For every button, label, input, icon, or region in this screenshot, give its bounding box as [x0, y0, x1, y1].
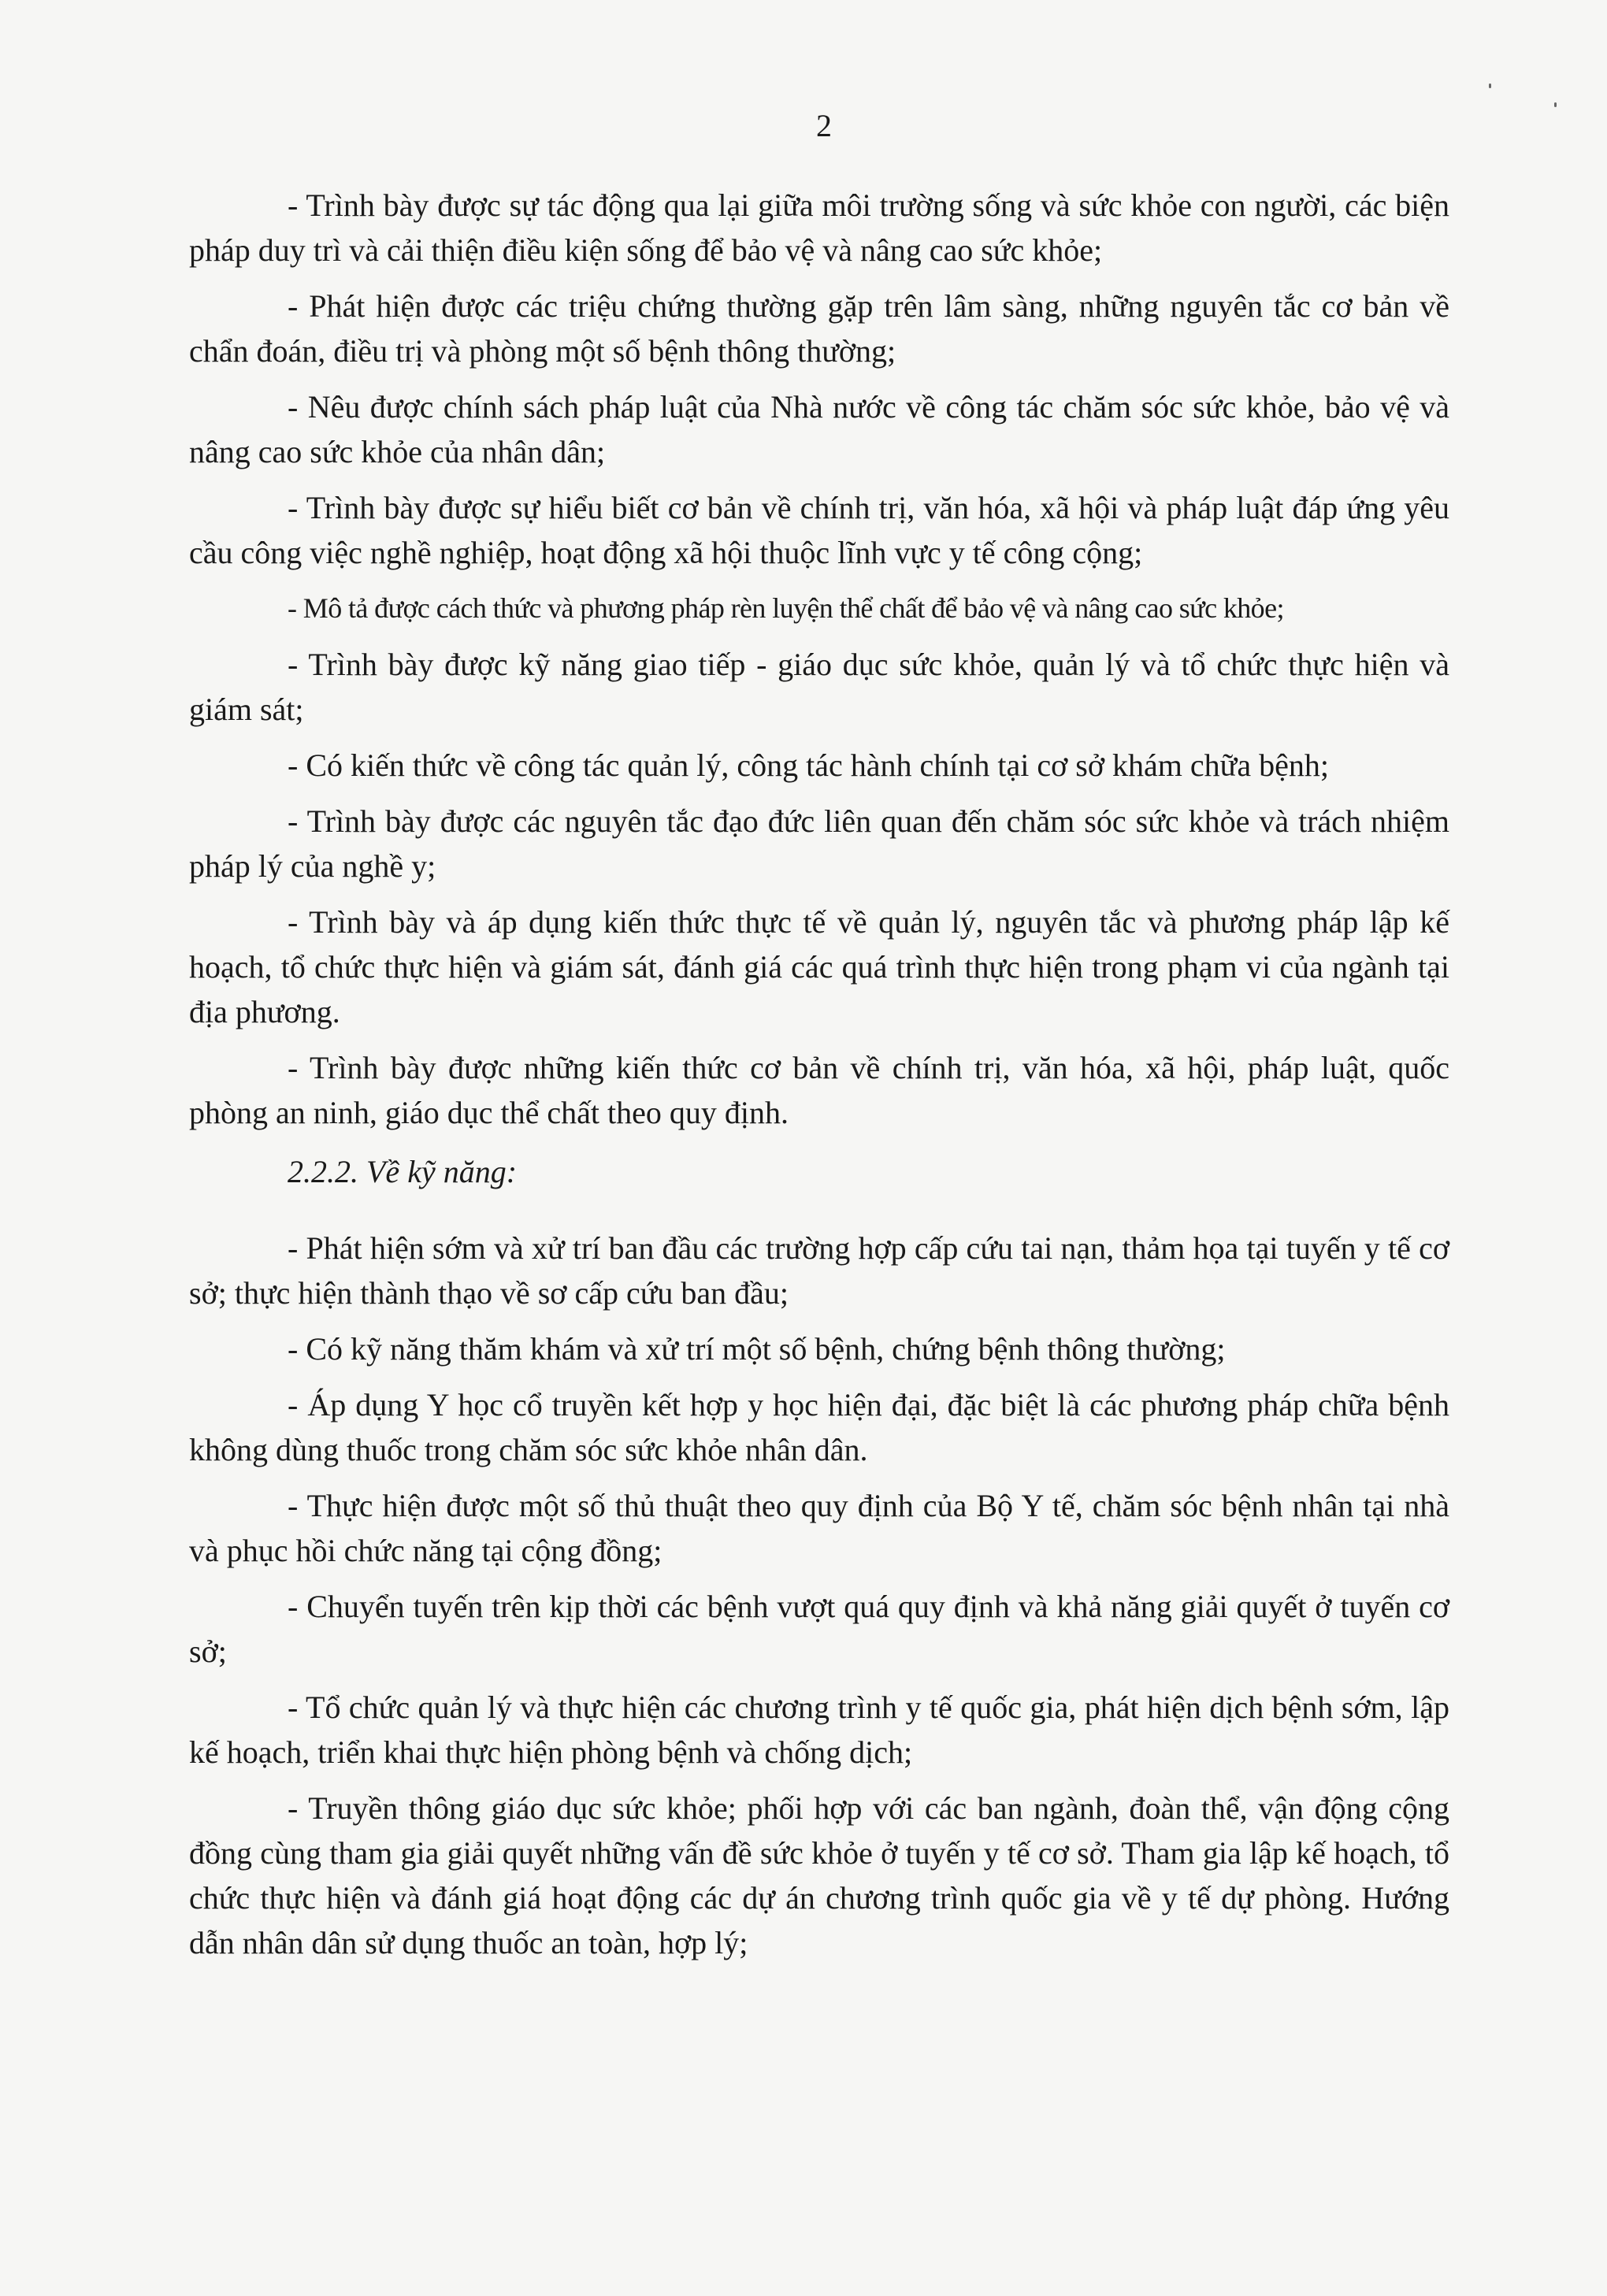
document-body	[189, 183, 1449, 1976]
page-number: 2	[816, 108, 832, 143]
knowledge-item: - Trình bày và áp dụng kiến thức thực tế về quản lý, nguyên tắc và phương pháp lập kế hoạch, tổ chức thực hiện và giám sát, đánh giá các quá trình thực hiện trong phạm vi của ngành tại địa phương.	[189, 904, 1449, 1029]
skill-item: - Tổ chức quản lý và thực hiện các chương trình y tế quốc gia, phát hiện dịch bệnh sớm, lập kế hoạch, triển khai thực hiện phòng bệnh và chống dịch;	[189, 1690, 1449, 1770]
skill-item: - Thực hiện được một số thủ thuật theo quy định của Bộ Y tế, chăm sóc bệnh nhân tại nhà và phục hồi chức năng tại cộng đồng;	[189, 1488, 1449, 1568]
knowledge-item: - Trình bày được các nguyên tắc đạo đức liên quan đến chăm sóc sức khỏe và trách nhiệm pháp lý của nghề y;	[189, 803, 1449, 884]
scan-speck	[1489, 83, 1491, 88]
skills-section-heading: 2.2.2. Về kỹ năng:	[288, 1154, 518, 1189]
skill-item: - Có kỹ năng thăm khám và xử trí một số bệnh, chứng bệnh thông thường;	[288, 1331, 1226, 1367]
skill-item: - Chuyển tuyến trên kịp thời các bệnh vượt quá quy định và khả năng giải quyết ở tuyến cơ sở;	[189, 1589, 1449, 1669]
skill-item: - Truyền thông giáo dục sức khỏe; phối hợp với các ban ngành, đoàn thể, vận động cộng đồng cùng tham gia giải quyết những vấn đề sức khỏe ở tuyến y tế cơ sở. Tham gia lập kế hoạch, tổ chức thực hiện và đánh giá hoạt động các dự án chương trình quốc gia về y tế dự phòng. Hướng dẫn nhân dân sử dụng thuốc an toàn, hợp lý;	[189, 1790, 1449, 1960]
knowledge-item: - Nêu được chính sách pháp luật của Nhà nước về công tác chăm sóc sức khỏe, bảo vệ và nâng cao sức khỏe của nhân dân;	[189, 389, 1449, 469]
knowledge-item: - Trình bày được sự hiểu biết cơ bản về chính trị, văn hóa, xã hội và pháp luật đáp ứng yêu cầu công việc nghề nghiệp, hoạt động xã hội thuộc lĩnh vực y tế công cộng;	[189, 490, 1449, 570]
knowledge-item: - Trình bày được kỹ năng giao tiếp - giáo dục sức khỏe, quản lý và tổ chức thực hiện và giám sát;	[189, 647, 1449, 727]
knowledge-item: - Mô tả được cách thức và phương pháp rèn luyện thể chất để bảo vệ và nâng cao sức khỏe;	[288, 592, 1284, 624]
skill-item: - Áp dụng Y học cổ truyền kết hợp y học hiện đại, đặc biệt là các phương pháp chữa bệnh không dùng thuốc trong chăm sóc sức khỏe nhân dân.	[189, 1387, 1449, 1467]
knowledge-item: - Có kiến thức về công tác quản lý, công tác hành chính tại cơ sở khám chữa bệnh;	[288, 747, 1329, 783]
knowledge-item: - Trình bày được sự tác động qua lại giữa môi trường sống và sức khỏe con người, các biện pháp duy trì và cải thiện điều kiện sống để bảo vệ và nâng cao sức khỏe;	[189, 187, 1449, 268]
skill-item: - Phát hiện sớm và xử trí ban đầu các trường hợp cấp cứu tai nạn, thảm họa tại tuyến y tế cơ sở; thực hiện thành thạo về sơ cấp cứu ban đầu;	[189, 1230, 1449, 1311]
scan-speck	[1554, 102, 1557, 107]
knowledge-item: - Phát hiện được các triệu chứng thường gặp trên lâm sàng, những nguyên tắc cơ bản về chẩn đoán, điều trị và phòng một số bệnh thông thường;	[189, 288, 1449, 369]
knowledge-item: - Trình bày được những kiến thức cơ bản về chính trị, văn hóa, xã hội, pháp luật, quốc phòng an ninh, giáo dục thể chất theo quy định.	[189, 1050, 1449, 1130]
